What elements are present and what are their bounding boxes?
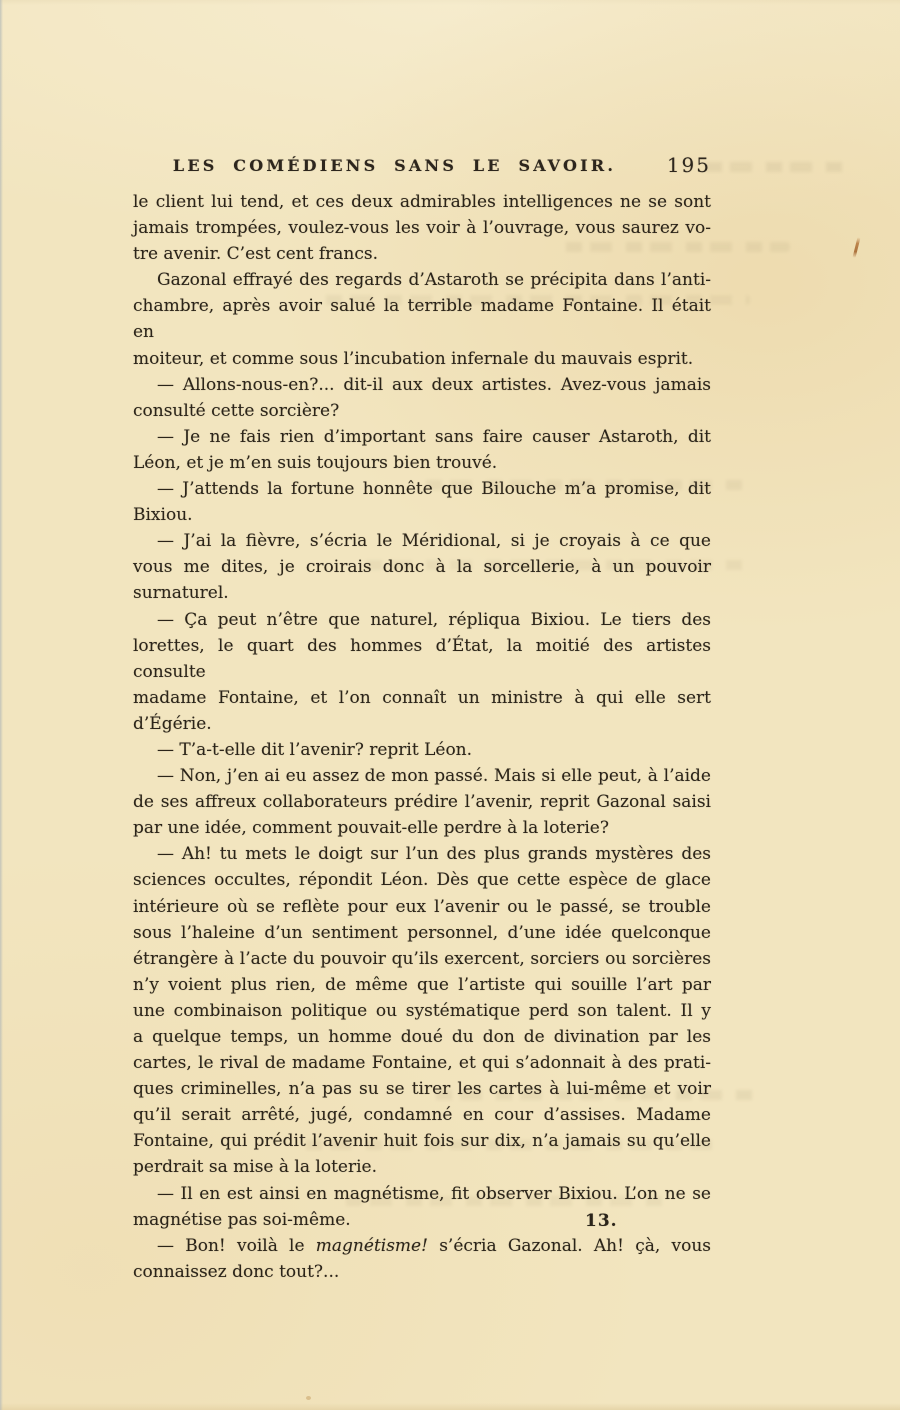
- text-line: une combinaison politique ou systématique perd son talent. Il y: [133, 1000, 711, 1021]
- paragraph: [133, 607, 711, 737]
- text-line: par une idée, comment pouvait-elle perdre à la loterie?: [133, 818, 609, 839]
- text-line: Fontaine, qui prédit l’avenir huit fois sur dix, n’a jamais su qu’elle: [133, 1131, 711, 1152]
- text-line: — Il en est ainsi en magnétisme, fit observer Bixiou. L’on ne se: [157, 1183, 711, 1204]
- text-line: intérieure où se reflète pour eux l’avenir ou le passé, se trouble: [133, 896, 711, 917]
- text-line: connaissez donc tout?...: [133, 1261, 340, 1282]
- paragraph: [133, 841, 711, 1180]
- text-line: le client lui tend, et ces deux admirables intelligences ne se sont: [133, 192, 711, 212]
- text-line: — Ah! tu mets le doigt sur l’un des plus grands mystères des: [157, 844, 711, 865]
- text-line: Bixiou.: [133, 505, 193, 526]
- italic-run: magnétisme!: [315, 1235, 428, 1256]
- text-line: moiteur, et comme sous l’incubation infernale du mauvais esprit.: [133, 348, 694, 369]
- text-line: magnétise pas soi-même.: [133, 1209, 351, 1230]
- paper-scratch-mark: [852, 237, 860, 258]
- text-line: vous me dites, je croirais donc à la sorcellerie, à un pouvoir: [133, 557, 711, 578]
- text-run: s’écria Gazonal. Ah! çà, vous: [427, 1235, 711, 1256]
- text-line: madame Fontaine, et l’on connaît un ministre à qui elle sert d’Égérie.: [133, 687, 711, 734]
- paragraph: [133, 737, 711, 763]
- page-left-edge: [0, 0, 3, 1410]
- text-line: — Ça peut n’être que naturel, répliqua Bixiou. Le tiers des: [157, 609, 711, 630]
- page-number: 195: [666, 153, 711, 177]
- text-line: ques criminelles, n’a pas su se tirer les cartes à lui-même et voir: [133, 1079, 711, 1100]
- text-line: lorettes, le quart des hommes d’État, la moitié des artistes consulte: [133, 635, 711, 682]
- text-line: Gazonal effrayé des regards d’Astaroth se précipita dans l’anti-: [157, 270, 711, 291]
- text-line: cartes, le rival de madame Fontaine, et qui s’adonnait à des prati-: [133, 1053, 711, 1074]
- text-line: perdrait sa mise à la loterie.: [133, 1157, 378, 1178]
- text-line: tre avenir. C’est cent francs.: [133, 244, 379, 265]
- text-line: étrangère à l’acte du pouvoir qu’ils exercent, sorciers ou sorcières: [133, 948, 711, 969]
- paragraph: [133, 267, 711, 371]
- text-line: — J’ai la fièvre, s’écria le Méridional, si je croyais à ce que: [157, 531, 711, 552]
- paragraph: [133, 424, 711, 476]
- text-line: Léon, et je m’en suis toujours bien trouvé.: [133, 452, 498, 473]
- text-line: — T’a-t-elle dit l’avenir? reprit Léon.: [157, 739, 473, 760]
- text-line: [133, 1233, 711, 1259]
- text-line: sciences occultes, répondit Léon. Dès que cette espèce de glace: [133, 870, 711, 891]
- text-line: a quelque temps, un homme doué du don de divination par les: [133, 1027, 711, 1047]
- signature-mark: 13.: [585, 1211, 618, 1231]
- text-line: — Non, j’en ai eu assez de mon passé. Mais si elle peut, à l’aide: [157, 766, 711, 787]
- text-line: — J’attends la fortune honnête que Bilouche m’a promise, dit: [157, 479, 711, 500]
- text-line: — Allons-nous-en?... dit-il aux deux artistes. Avez-vous jamais: [157, 374, 711, 395]
- text-line: surnaturel.: [133, 583, 229, 604]
- text-line: jamais trompées, voulez-vous les voir à l’ouvrage, vous saurez vo-: [133, 218, 711, 239]
- paragraph: [133, 189, 711, 267]
- text-line: — Je ne fais rien d’important sans faire causer Astaroth, dit: [157, 426, 711, 447]
- verso-showthrough: [700, 162, 850, 172]
- page-header: [133, 153, 711, 181]
- paper-speck: [306, 1396, 311, 1400]
- paragraph: [133, 372, 711, 424]
- text-line: consulté cette sorcière?: [133, 400, 340, 421]
- paragraph: [133, 1181, 711, 1233]
- text-line: n’y voient plus rien, de même que l’artiste qui souille l’art par: [133, 974, 711, 995]
- text-line: sous l’haleine d’un sentiment personnel, d’une idée quelconque: [133, 922, 711, 943]
- paragraph: [133, 476, 711, 528]
- paragraph: [133, 763, 711, 841]
- paragraph: [133, 1233, 711, 1285]
- text-line: qu’il serait arrêté, jugé, condamné en cour d’assises. Madame: [133, 1105, 711, 1126]
- text-block: [133, 189, 711, 1285]
- paragraph: [133, 528, 711, 606]
- text-run: — Bon! voilà le: [157, 1235, 316, 1256]
- text-line: chambre, après avoir salué la terrible madame Fontaine. Il était en: [133, 296, 711, 343]
- text-line: de ses affreux collaborateurs prédire l’avenir, reprit Gazonal saisi: [133, 792, 711, 813]
- running-title: LES COMÉDIENS SANS LE SAVOIR.: [172, 156, 617, 175]
